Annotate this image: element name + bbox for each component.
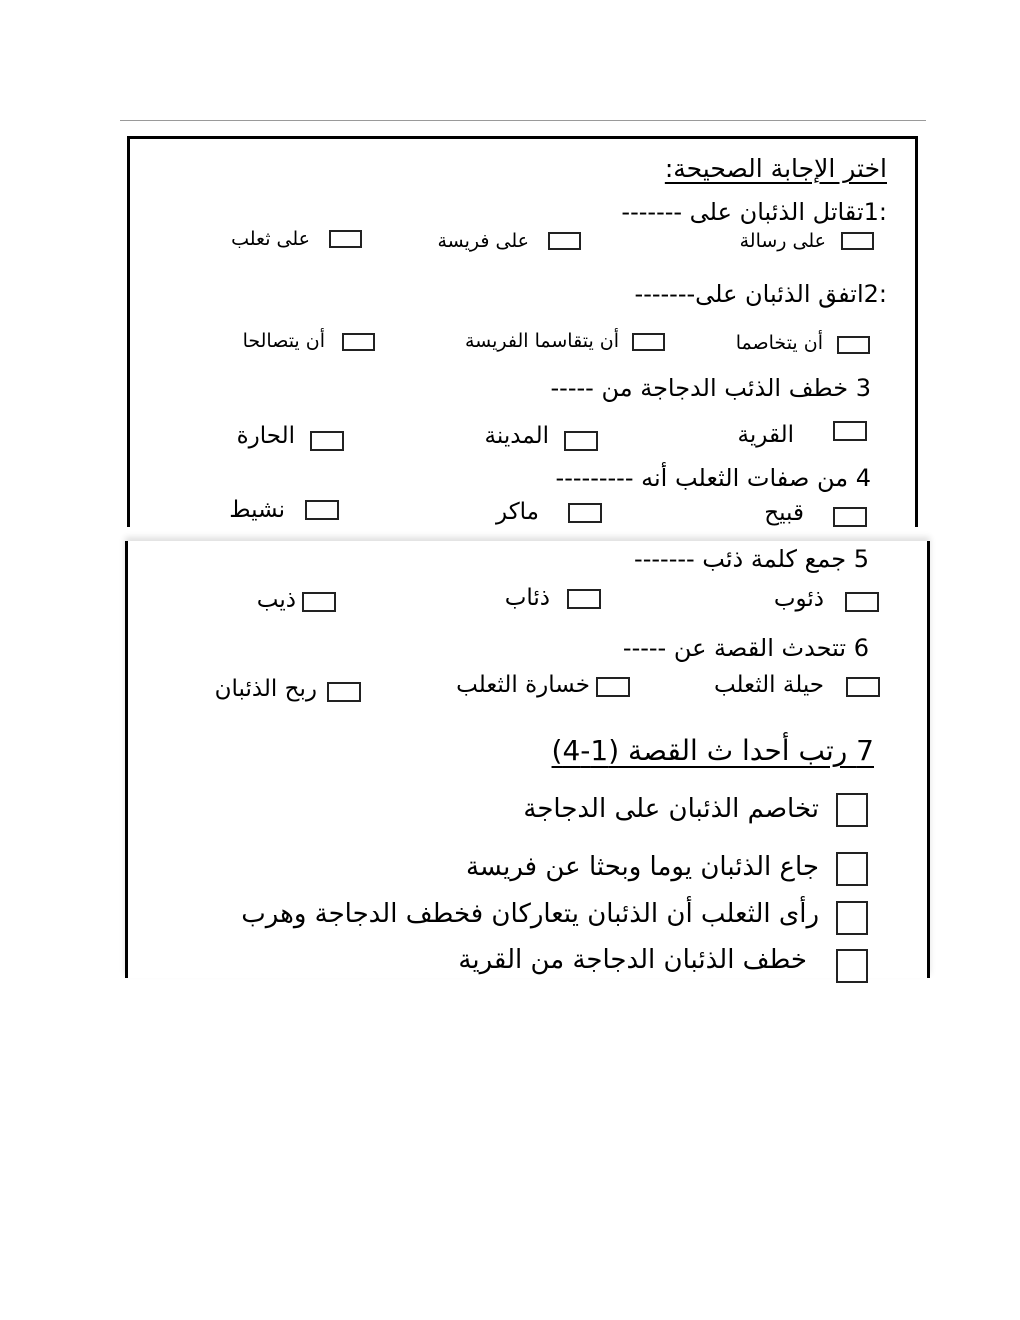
order-item-3-text: رأى الثعلب أن الذئبان يتعاركان فخطف الدجاجة وهرب <box>241 899 819 929</box>
q2-option-3-checkbox[interactable] <box>342 333 375 351</box>
q2-option-1-label: أن يتخاصما <box>735 332 823 354</box>
q4-option-3-label: نشيط <box>229 497 285 523</box>
q2-option-2-label: أن يتقاسما الفريسة <box>464 330 619 352</box>
question-1: :1تقاتل الذئبان على ------- <box>621 198 887 226</box>
q3-option-1-checkbox[interactable] <box>833 421 867 441</box>
worksheet-panel-top <box>127 136 918 527</box>
q6-option-2-label: خسارة الثعلب <box>456 672 590 698</box>
q1-option-3-label: على ثعلب <box>231 228 310 250</box>
q6-option-3-checkbox[interactable] <box>327 682 361 702</box>
q6-option-1-checkbox[interactable] <box>846 677 880 697</box>
q1-option-2-label: على فريسة <box>437 230 529 252</box>
page-rule <box>120 120 926 121</box>
q5-option-2-checkbox[interactable] <box>567 589 601 609</box>
q3-option-2-checkbox[interactable] <box>564 431 598 451</box>
instruction-heading: اختر الإجابة الصحيحة: <box>664 154 887 183</box>
q4-option-2-label: ماكر <box>496 499 539 525</box>
question-6: 6 تتحدث القصة عن ----- <box>622 634 869 662</box>
question-4: 4 من صفات الثعلب أنه --------- <box>555 464 871 492</box>
q6-option-1-label: حيلة الثعلب <box>713 672 824 698</box>
worksheet-panel-bottom <box>125 541 930 978</box>
order-item-4-box[interactable] <box>836 949 868 983</box>
order-item-1-box[interactable] <box>836 793 868 827</box>
q5-option-1-label: ذئوب <box>773 586 824 612</box>
q2-option-3-label: أن يتصالحا <box>242 330 325 352</box>
q5-option-3-label: ذيب <box>256 587 296 613</box>
q1-option-2-checkbox[interactable] <box>548 232 581 250</box>
q5-option-3-checkbox[interactable] <box>302 592 336 612</box>
question-3: 3 خطف الذئب الدجاجة من ----- <box>550 374 871 402</box>
q5-option-2-label: ذئاب <box>504 585 550 611</box>
q3-option-2-label: المدينة <box>484 423 549 449</box>
q4-option-3-checkbox[interactable] <box>305 500 339 520</box>
order-item-4-text: خطف الذئبان الدجاجة من القرية <box>458 945 807 975</box>
q6-option-3-label: ربح الذئبان <box>214 676 317 702</box>
q4-option-2-checkbox[interactable] <box>568 503 602 523</box>
q2-option-1-checkbox[interactable] <box>837 336 870 354</box>
q6-option-2-checkbox[interactable] <box>596 677 630 697</box>
order-item-3-box[interactable] <box>836 901 868 935</box>
order-item-1-text: تخاصم الذئبان على الدجاجة <box>523 794 819 824</box>
q1-option-3-checkbox[interactable] <box>329 230 362 248</box>
q2-option-2-checkbox[interactable] <box>632 333 665 351</box>
q5-option-1-checkbox[interactable] <box>845 592 879 612</box>
q3-option-3-label: الحارة <box>236 423 295 449</box>
q3-option-1-label: القرية <box>737 422 794 448</box>
q1-option-1-label: على رسالة <box>739 230 826 252</box>
q3-option-3-checkbox[interactable] <box>310 431 344 451</box>
q4-option-1-checkbox[interactable] <box>833 507 867 527</box>
order-item-2-box[interactable] <box>836 852 868 886</box>
question-5: 5 جمع كلمة ذئب ------- <box>634 545 869 573</box>
ordering-title: 7 رتب أحدا ث القصة (1-4) <box>551 734 874 767</box>
question-2: :2اتفق الذئبان على------- <box>634 280 887 308</box>
q4-option-1-label: قبيح <box>764 500 804 526</box>
q1-option-1-checkbox[interactable] <box>841 232 874 250</box>
order-item-2-text: جاع الذئبان يوما وبحثا عن فريسة <box>465 852 819 882</box>
